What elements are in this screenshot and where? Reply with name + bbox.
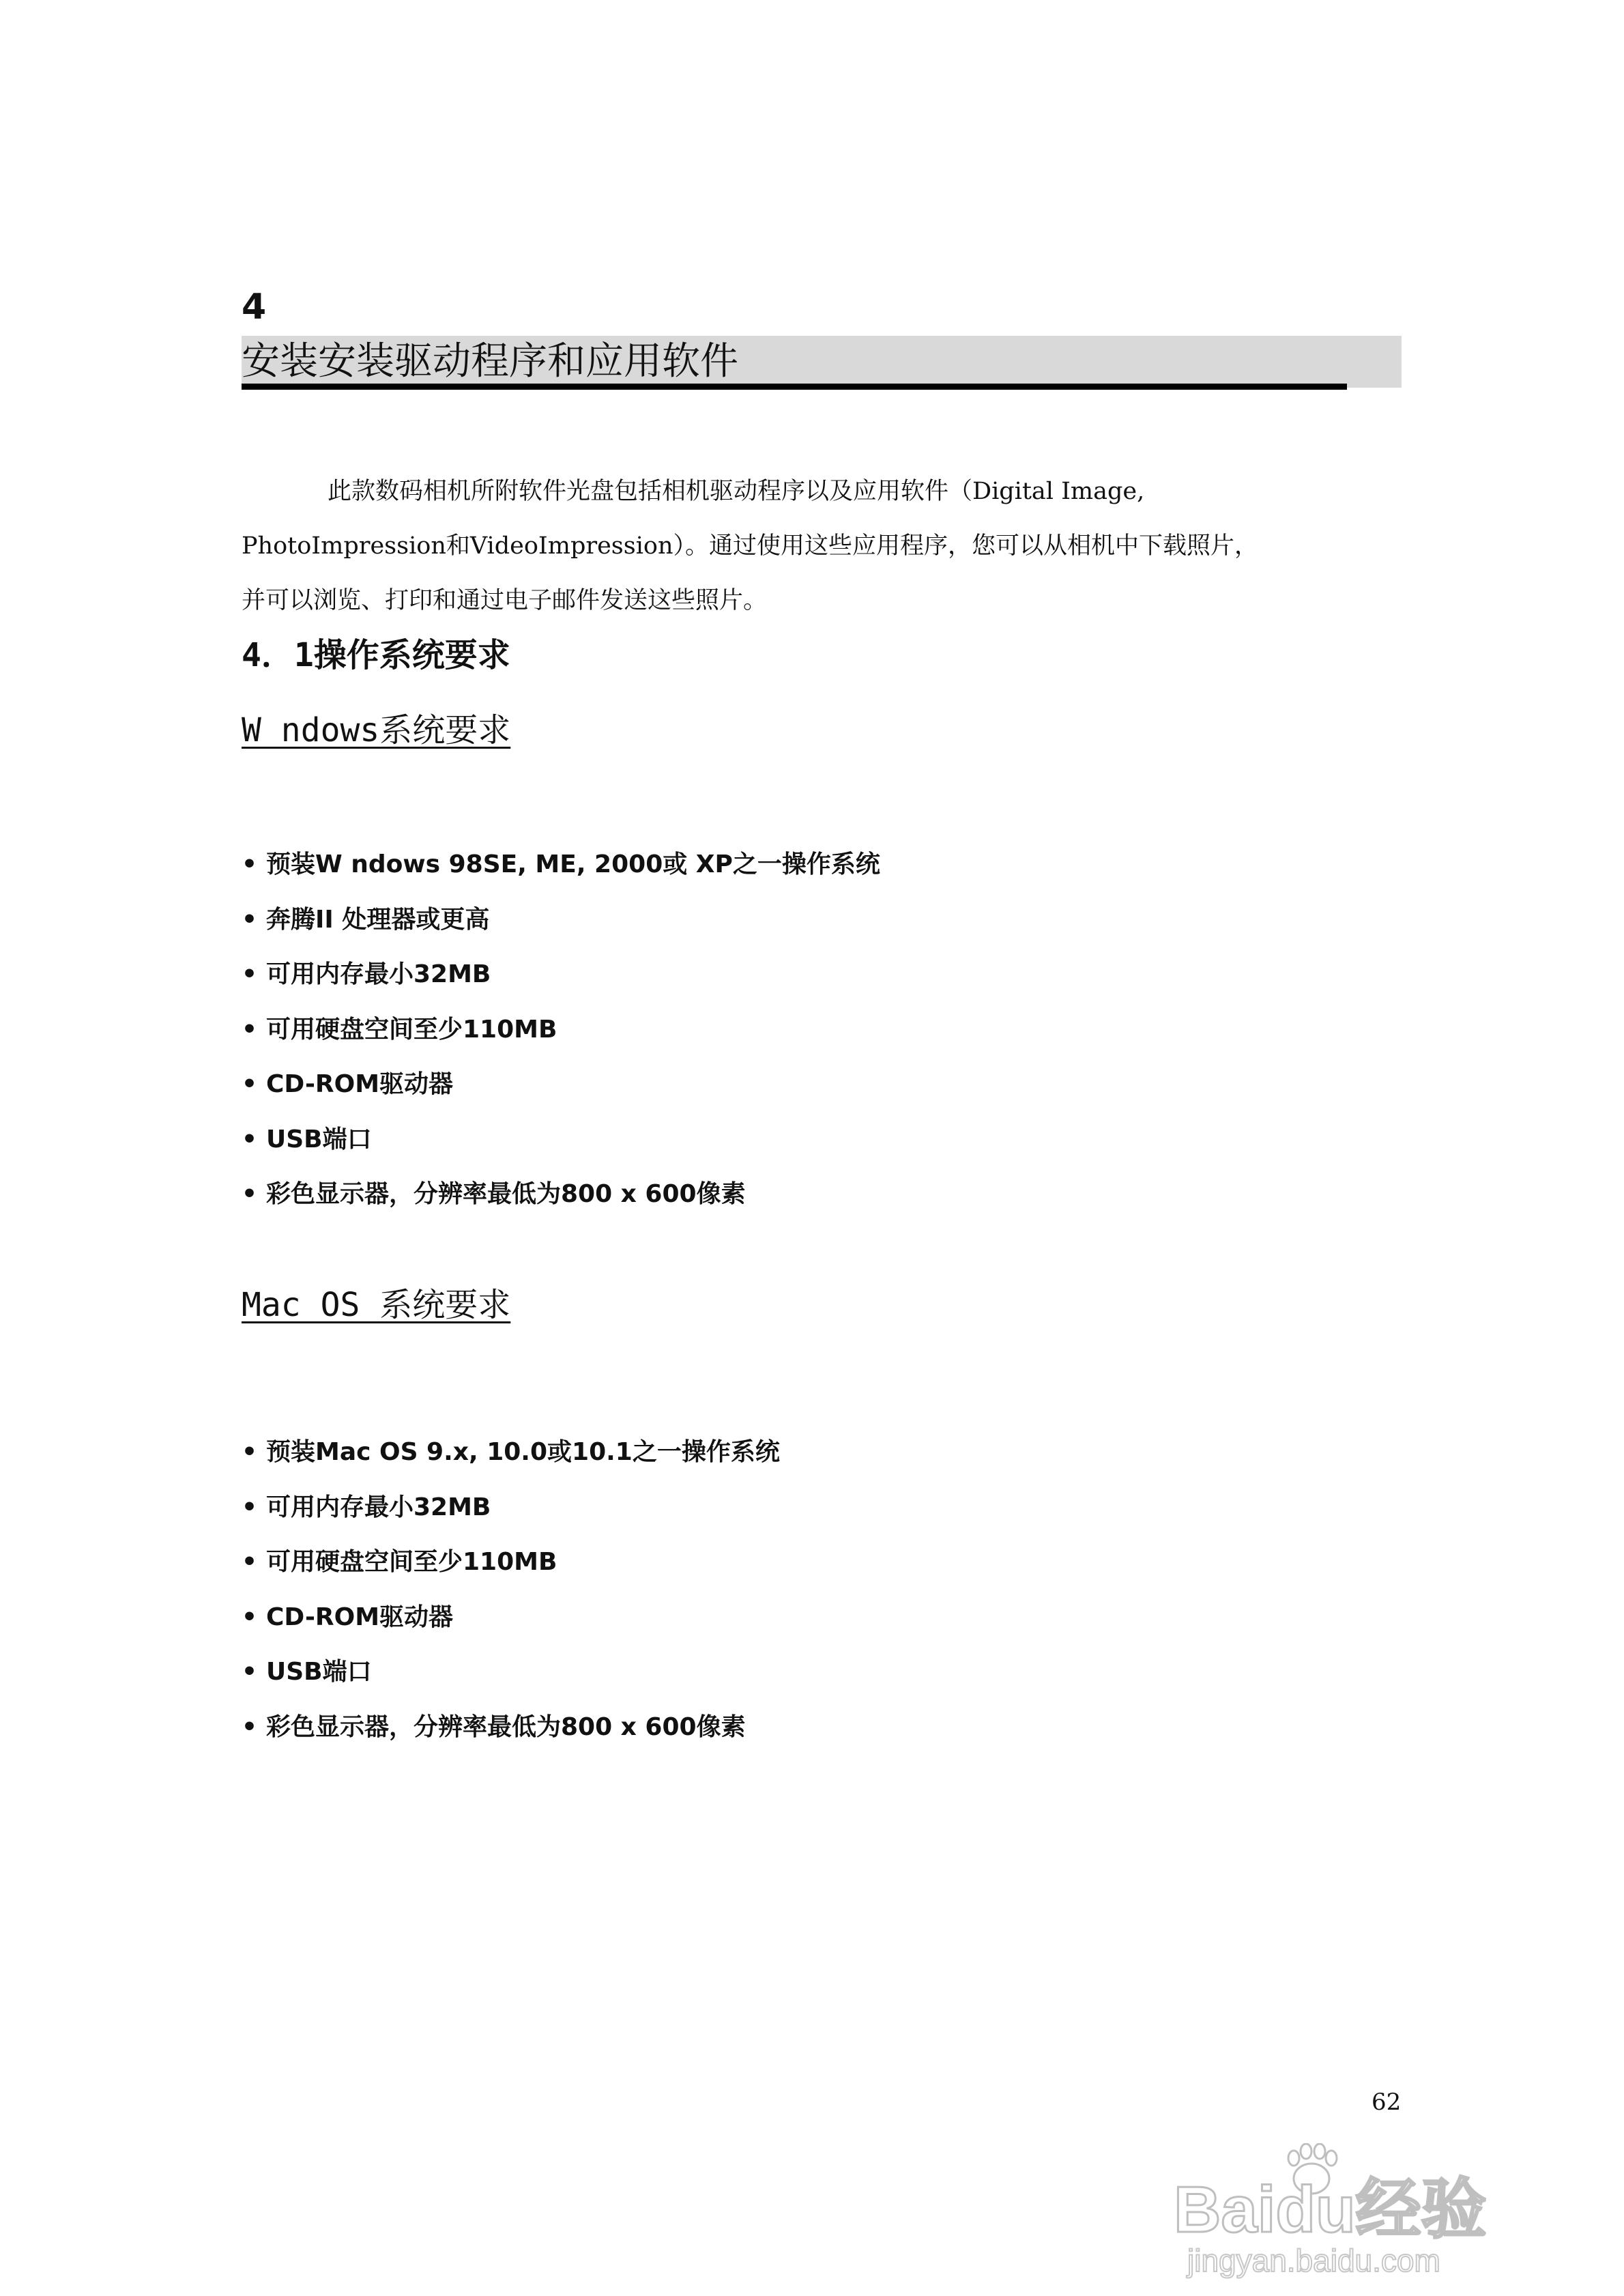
- chapter-title: 安装安装驱动程序和应用软件: [242, 339, 738, 384]
- paw-toe-icon: [1326, 2151, 1337, 2166]
- list-item: • USB端口: [242, 1113, 880, 1168]
- bullet: •: [242, 1438, 258, 1466]
- bullet: •: [242, 1125, 258, 1153]
- baidu-watermark: [1160, 2143, 1542, 2280]
- bullet: •: [242, 1712, 258, 1741]
- intro-line-1: 此款数码相机所附软件光盘包括相机驱动程序以及应用软件（Digital Image,: [328, 478, 1145, 505]
- list-item: • 彩色显示器，分辨率最低为800 x 600像素: [242, 1700, 780, 1755]
- list-item: • 可用内存最小32MB: [242, 1480, 780, 1536]
- list-item: • 可用硬盘空间至少110MB: [242, 1003, 880, 1058]
- list-item: • USB端口: [242, 1645, 780, 1700]
- list-item: • CD-ROM驱动器: [242, 1590, 780, 1646]
- bullet: •: [242, 1548, 258, 1576]
- bullet: •: [242, 1603, 258, 1631]
- page-number: 62: [1372, 2089, 1402, 2116]
- section-heading: 4．1操作系统要求: [242, 636, 510, 674]
- bullet: •: [242, 1070, 258, 1098]
- intro-line-2: PhotoImpression和VideoImpression）。通过使用这些应用程序，您可以从相机中下载照片，: [242, 532, 1259, 560]
- windows-requirements-list: [242, 837, 880, 1222]
- paw-toe-icon: [1314, 2144, 1325, 2159]
- bullet: •: [242, 1493, 258, 1521]
- bullet: •: [242, 1015, 258, 1044]
- list-item: • 预装W ndows 98SE, ME, 2000或 XP之一操作系统: [242, 837, 880, 893]
- chapter-number: 4: [242, 287, 267, 328]
- bullet: •: [242, 1658, 258, 1686]
- list-item: • 奔腾II 处理器或更高: [242, 893, 880, 948]
- mac-requirements-list: [242, 1425, 780, 1755]
- paw-toe-icon: [1288, 2151, 1299, 2166]
- list-item: • 预装Mac OS 9.x, 10.0或10.1之一操作系统: [242, 1425, 780, 1480]
- watermark-url: jingyan.baidu.com: [1187, 2243, 1440, 2278]
- list-item: • 彩色显示器，分辨率最低为800 x 600像素: [242, 1167, 880, 1222]
- list-item: • 可用内存最小32MB: [242, 947, 880, 1003]
- paw-toe-icon: [1301, 2144, 1311, 2159]
- intro-line-3: 并可以浏览、打印和通过电子邮件发送这些照片。: [242, 587, 768, 614]
- bullet: •: [242, 905, 258, 934]
- list-item: • 可用硬盘空间至少110MB: [242, 1535, 780, 1590]
- chapter-title-rule: [242, 384, 1347, 390]
- intro-paragraph: [242, 464, 1402, 628]
- bullet: •: [242, 1180, 258, 1208]
- mac-heading: Mac OS 系统要求: [242, 1286, 511, 1324]
- bullet: •: [242, 960, 258, 988]
- bullet: •: [242, 850, 258, 878]
- watermark-brand: Baidu经验: [1174, 2173, 1487, 2246]
- list-item: • CD-ROM驱动器: [242, 1057, 880, 1113]
- windows-heading: W ndows系统要求: [242, 711, 511, 749]
